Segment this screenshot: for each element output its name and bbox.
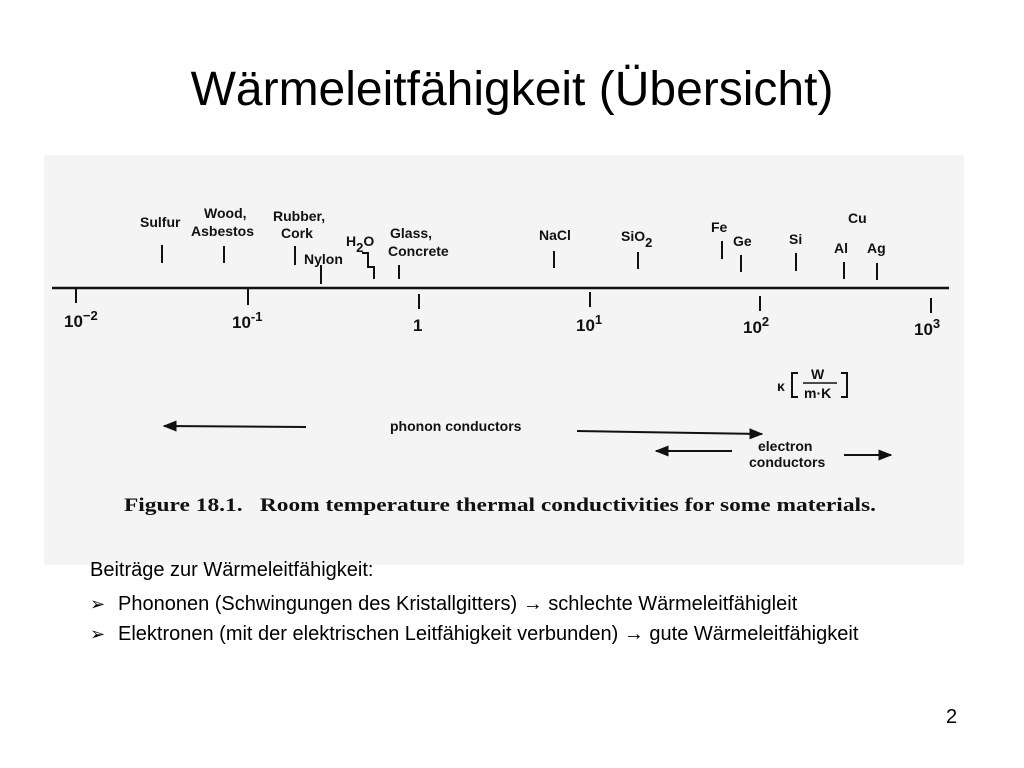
list-item-result: schlechte Wärmeleitfähigleit — [548, 593, 798, 615]
conductivity-scale-diagram — [44, 155, 964, 565]
phonon-arrow-right — [577, 431, 762, 434]
marker-water — [362, 253, 374, 279]
right-arrow-icon: → — [623, 623, 644, 645]
tick-label-1e3: $10^3$ — [914, 316, 941, 339]
list-item-text: Elektronen (mit der elektrischen Leitfähigkeit verbunden) — [118, 623, 619, 645]
figure-caption: Figure 18.1. Room temperature thermal conductivities for some materials. — [124, 495, 760, 516]
label-al: Al — [834, 240, 848, 256]
label-glass: Glass, — [390, 225, 433, 241]
label-concrete: Concrete — [388, 243, 449, 259]
unit-label — [777, 366, 847, 401]
contributions-heading: Beiträge zur Wärmeleitfähigkeit: — [90, 559, 374, 581]
material-markers — [162, 241, 877, 284]
kappa-symbol: κ — [777, 378, 785, 394]
tick-label-1e-2: $10^{-2}$ — [64, 308, 98, 331]
label-nacl: NaCl — [539, 227, 571, 243]
phonon-conductors-label: phonon conductors — [390, 418, 522, 434]
label-cork: Cork — [281, 225, 313, 241]
bracket-left — [792, 373, 798, 397]
label-sulfur: Sulfur — [140, 214, 181, 230]
list-item — [90, 592, 950, 616]
label-asbestos: Asbestos — [191, 223, 255, 239]
thermal-conductivity-figure — [44, 155, 964, 565]
contributions-list — [90, 592, 950, 646]
tick-label-1e1: $10^1$ — [576, 312, 603, 335]
label-ag: Ag — [867, 240, 886, 256]
arrowhead-bullet-icon: ➢ — [90, 594, 106, 614]
contributions-section — [90, 558, 950, 652]
label-wood: Wood, — [204, 205, 247, 221]
phonon-arrow-left — [164, 426, 306, 427]
label-ge: Ge — [733, 233, 752, 249]
slide-title: Wärmeleitfähigkeit (Übersicht) — [190, 63, 834, 116]
label-si: Si — [789, 231, 803, 247]
unit-numerator: W — [811, 366, 825, 382]
electron-label-line1: electron — [758, 438, 813, 454]
axis-ticks — [76, 289, 931, 313]
label-fe: Fe — [711, 219, 728, 235]
list-item — [90, 622, 950, 646]
tick-label-1e-1: $10^{-1}$ — [232, 309, 263, 332]
label-cu: Cu — [848, 210, 867, 226]
tick-label-1e2: $10^2$ — [743, 314, 770, 337]
right-arrow-icon: → — [522, 593, 543, 615]
label-rubber: Rubber, — [273, 208, 326, 224]
unit-denominator: m·K — [804, 385, 832, 401]
tick-label-1: 1 — [413, 316, 423, 335]
electron-label-line2: conductors — [749, 454, 826, 470]
bracket-right — [841, 373, 847, 397]
label-sio2: SiO2 — [621, 228, 653, 250]
slide-number: 2 — [946, 706, 958, 728]
list-item-result: gute Wärmeleitfähigkeit — [649, 623, 859, 645]
list-item-text: Phononen (Schwingungen des Kristallgitters) — [118, 593, 518, 615]
label-water: H2O — [346, 233, 375, 255]
label-nylon: Nylon — [304, 251, 343, 267]
arrowhead-bullet-icon: ➢ — [90, 624, 106, 644]
